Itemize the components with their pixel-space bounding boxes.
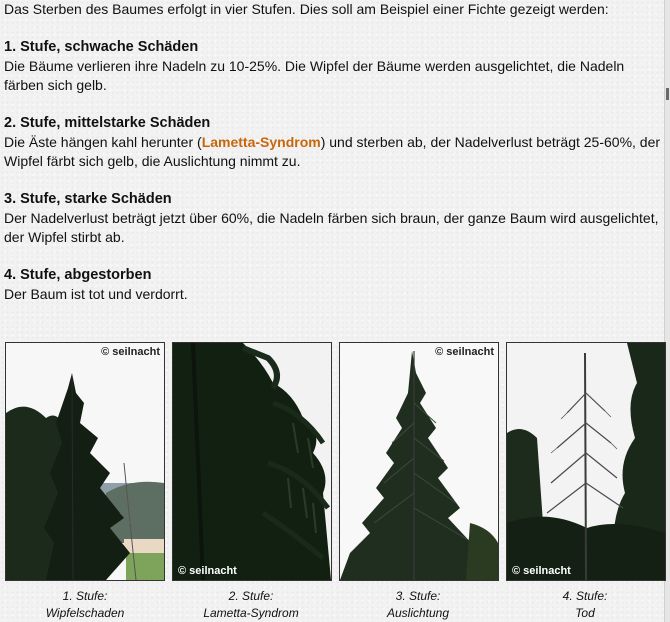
photo-1-caption-stage: 1. Stufe: xyxy=(62,589,108,603)
photo-stage-4 xyxy=(506,342,666,581)
stage-2-text-before: Die Äste hängen kahl herunter ( xyxy=(4,134,202,150)
photo-4-caption-stage: 4. Stufe: xyxy=(562,589,608,603)
photo-1-caption xyxy=(5,588,165,622)
stage-4-text: Der Baum ist tot und verdorrt. xyxy=(4,286,188,302)
lametta-syndrom-link[interactable]: Lametta-Syndrom xyxy=(201,134,321,150)
stage-2-section xyxy=(4,114,664,171)
stage-4-heading: 4. Stufe, abgestorben xyxy=(4,267,152,283)
stage-2-text xyxy=(4,133,664,171)
scroll-marker xyxy=(666,88,669,100)
stage-1-text: Die Bäume verlieren ihre Nadeln zu 10-25%. Die Wipfel der Bäume werden ausgelichtet, die Nadeln färben sich gelb. xyxy=(4,58,625,93)
article xyxy=(4,0,664,304)
photo-stage-3 xyxy=(339,342,499,581)
photo-4-caption xyxy=(505,588,665,622)
spruce-photo-3 xyxy=(340,343,498,580)
photo-2-caption xyxy=(171,588,331,622)
photo-3-caption-stage: 3. Stufe: xyxy=(395,589,441,603)
photo-2-caption-stage: 2. Stufe: xyxy=(228,589,274,603)
photo-1-caption-label: Wipfelschaden xyxy=(45,606,125,620)
photo-3-credit: © seilnacht xyxy=(435,346,494,358)
photo-1-credit: © seilnacht xyxy=(101,346,160,358)
stage-1-heading: 1. Stufe, schwache Schäden xyxy=(4,39,199,55)
photo-4-credit: © seilnacht xyxy=(512,565,571,577)
stage-3-section xyxy=(4,190,664,247)
stage-3-text: Der Nadelverlust beträgt jetzt über 60%, die Nadeln färben sich braun, der ganze Baum wird ausgelichtet, der Wipfel stirbt ab. xyxy=(4,210,659,245)
stage-2-heading: 2. Stufe, mittelstarke Schäden xyxy=(4,115,211,131)
intro-text: Das Sterben des Baumes erfolgt in vier Stufen. Dies soll am Beispiel einer Fichte gezeigt werden: xyxy=(4,1,609,17)
stage-1-section xyxy=(4,38,664,95)
photo-2-caption-label: Lametta-Syndrom xyxy=(203,606,299,620)
photo-2-credit: © seilnacht xyxy=(178,565,237,577)
photo-stage-2 xyxy=(172,342,332,581)
photo-3-caption-label: Auslichtung xyxy=(386,606,450,620)
photo-4-caption-label: Tod xyxy=(575,606,595,620)
stage-2-text-after: ) und sterben ab, der Nadelverlust beträgt 25-60%, der Wipfel färbt sich gelb, die Auslichtung nimmt zu. xyxy=(4,134,661,169)
stage-4-section xyxy=(4,266,664,304)
stage-3-heading: 3. Stufe, starke Schäden xyxy=(4,191,172,207)
spruce-photo-4 xyxy=(507,343,665,580)
photo-stage-1 xyxy=(5,342,165,581)
spruce-photo-2 xyxy=(173,343,331,580)
spruce-photo-1 xyxy=(6,343,164,580)
photo-3-caption xyxy=(338,588,498,622)
